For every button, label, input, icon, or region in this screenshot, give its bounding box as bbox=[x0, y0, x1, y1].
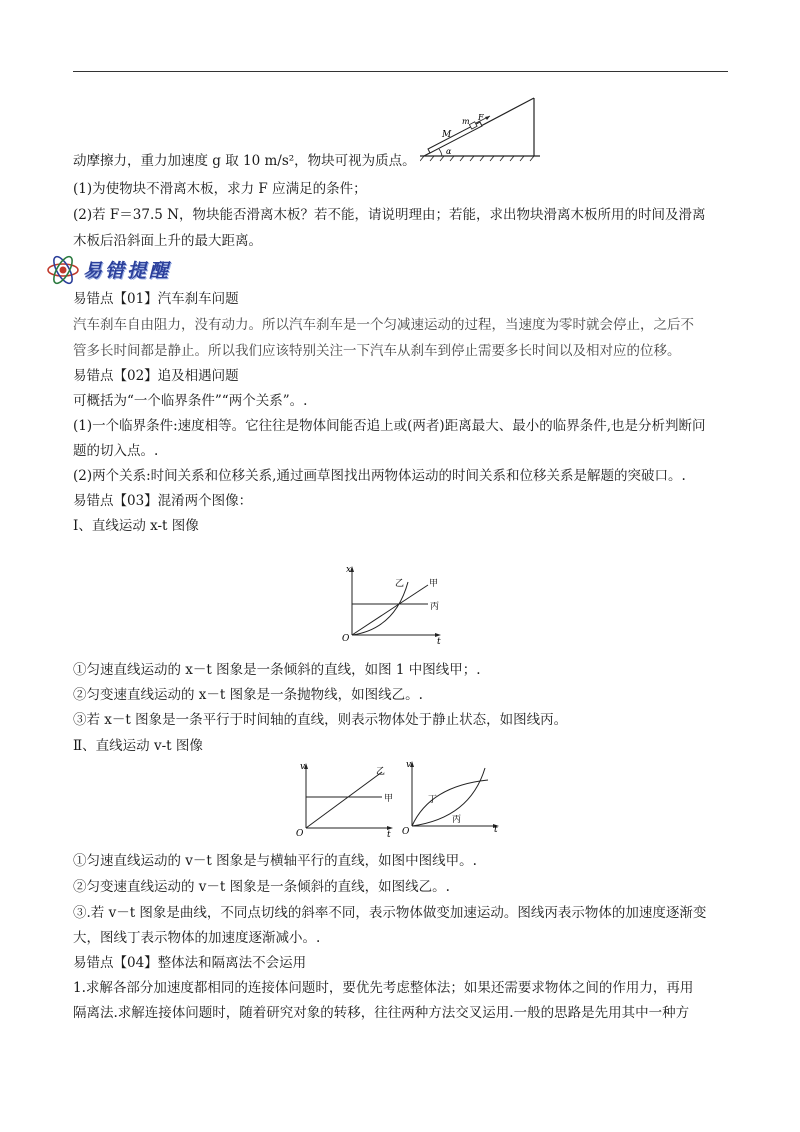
p02-line4: (2)两个关系:时间关系和位移关系,通过画草图找出两物体运动的时间关系和位移关系是解题的突破口。. bbox=[73, 468, 686, 484]
vt2-xaxis-label: t bbox=[494, 825, 498, 835]
p04-line1: 1.求解各部分加速度都相同的连接体问题时，要优先考虑整体法；如果还需要求物体之间的作用力，再用 bbox=[73, 980, 694, 996]
p04-title: 易错点【04】整体法和隔离法不会运用 bbox=[73, 955, 307, 971]
question-1: (1)为使物块不滑离木板，求力 F 应满足的条件； bbox=[73, 181, 367, 197]
question-2-line2: 木板后沿斜面上升的最大距离。 bbox=[73, 233, 262, 249]
vt2-curve-bing bbox=[412, 768, 485, 826]
vt1-yaxis-label: v bbox=[300, 762, 306, 772]
p03-x3: ③若 x－t 图象是一条平行于时间轴的直线，则表示物体处于静止状态，如图线丙。 bbox=[73, 712, 568, 728]
vt1-label-jia: 甲 bbox=[384, 794, 394, 804]
vt-graph-2 bbox=[400, 758, 510, 836]
vt2-origin: O bbox=[402, 827, 410, 836]
label-M: M bbox=[442, 130, 452, 140]
p03-v1: ①匀速直线运动的 v－t 图象是与横轴平行的直线，如图中图线甲。. bbox=[73, 853, 477, 869]
xt-yaxis-label: x bbox=[346, 565, 352, 575]
xt-label-bing: 丙 bbox=[430, 602, 440, 612]
question-2-line1: (2)若 F＝37.5 N，物块能否滑离木板？若不能，请说明理由；若能，求出物块滑离木板所用的时间及滑离 bbox=[73, 207, 706, 223]
label-F: F bbox=[478, 113, 484, 122]
xt-curve-yi bbox=[352, 582, 408, 635]
p03-v3-line1: ③.若 v－t 图象是曲线，不同点切线的斜率不同，表示物体做变加速运动。图线丙表示物体的加速度逐渐变 bbox=[73, 905, 707, 921]
p01-title: 易错点【01】汽车刹车问题 bbox=[73, 291, 239, 307]
p03-x1: ①匀速直线运动的 x－t 图象是一条倾斜的直线，如图 1 中图线甲；. bbox=[73, 662, 481, 678]
p02-title: 易错点【02】追及相遇问题 bbox=[73, 368, 239, 384]
vt-graph-1 bbox=[294, 760, 404, 838]
label-alpha: α bbox=[446, 147, 452, 156]
vt1-origin: O bbox=[296, 829, 304, 838]
vt2-label-bing: 丙 bbox=[452, 815, 462, 825]
p04-line2: 隔离法.求解连接体问题时，随着研究对象的转移，往往两种方法交叉运用.一般的思路是先用其中一种方 bbox=[73, 1005, 690, 1021]
header-rule bbox=[73, 71, 728, 72]
p03-title: 易错点【03】混淆两个图像： bbox=[73, 493, 253, 509]
p03-v3-line2: 大，图线丁表示物体的加速度逐渐减小。. bbox=[73, 930, 321, 946]
p02-line3: 题的切入点。. bbox=[73, 443, 159, 459]
atom-icon bbox=[45, 252, 81, 288]
xt-graph bbox=[340, 563, 460, 645]
badge-title: 易错提醒 bbox=[83, 260, 172, 282]
vt2-yaxis-label: v bbox=[406, 760, 412, 770]
incline-figure bbox=[420, 96, 545, 162]
p01-line2: 管多长时间都是静止。所以我们应该特别关注一下汽车从刹车到停止需要多长时间以及相对应的位移。 bbox=[73, 343, 681, 359]
label-m: m bbox=[462, 117, 470, 126]
vt2-label-ding: 丁 bbox=[428, 795, 438, 805]
p01-line1: 汽车刹车自由阻力，没有动力。所以汽车刹车是一个匀减速运动的过程，当速度为零时就会停止，之后不 bbox=[73, 317, 694, 333]
p03-sub2: Ⅱ、直线运动 v-t 图像 bbox=[73, 738, 203, 754]
vt1-label-yi: 乙 bbox=[376, 767, 386, 777]
xt-xaxis-label: t bbox=[437, 637, 441, 645]
xt-label-yi: 乙 bbox=[395, 579, 405, 589]
p02-line2: (1)一个临界条件:速度相等。它往往是物体间能否追上或(两者)距离最大、最小的临界条件,也是分析判断问 bbox=[73, 418, 706, 434]
p03-x2: ②匀变速直线运动的 x－t 图象是一条抛物线，如图线乙。. bbox=[73, 687, 423, 703]
vt1-xaxis-label: t bbox=[387, 830, 391, 838]
vt1-line-yi bbox=[306, 772, 382, 828]
p03-v2: ②匀变速直线运动的 v－t 图象是一条倾斜的直线，如图线乙。. bbox=[73, 879, 450, 895]
xt-line-jia bbox=[352, 585, 428, 635]
xt-label-jia: 甲 bbox=[429, 579, 439, 589]
xt-origin: O bbox=[342, 634, 350, 644]
p02-line1: 可概括为“一个临界条件”“两个关系”。. bbox=[73, 393, 308, 409]
problem-line1: 动摩擦力，重力加速度 g 取 10 m/s²，物块可视为质点。 bbox=[73, 153, 416, 169]
p03-sub1: Ⅰ、直线运动 x-t 图像 bbox=[73, 518, 199, 534]
mistake-reminder-badge bbox=[45, 252, 205, 288]
